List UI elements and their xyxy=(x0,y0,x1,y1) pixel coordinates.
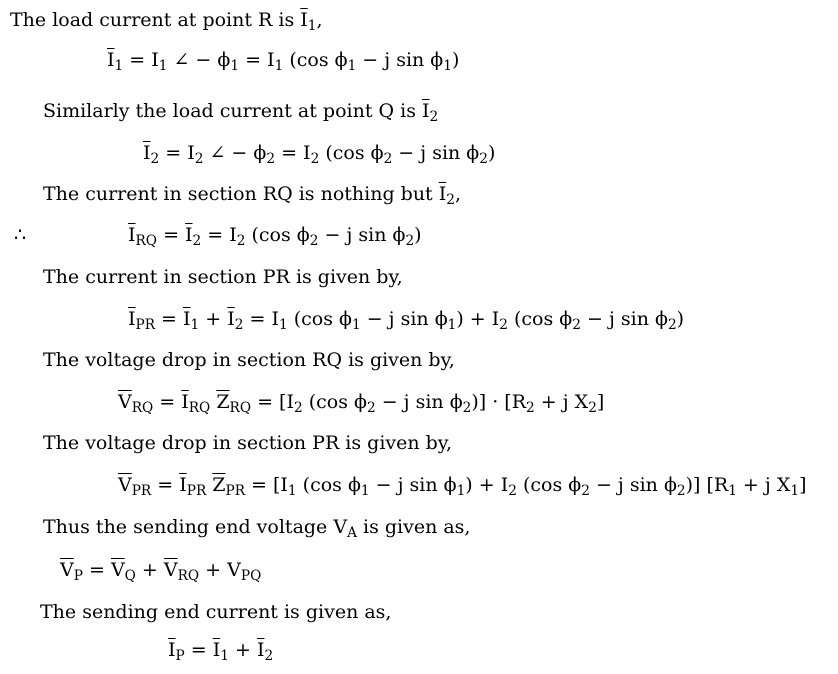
text-line: $\overline{I}_{PR} = \overline{I}_1 + \overline{I}_2 = I_1$ (cos $\phi_1 - j$ $\sin \phi_1) + I_2$ (cos $\phi_2 - j$ $\sin \phi_2$) xyxy=(128,308,685,334)
text-line: The load current at point R is $\overline{I}_1$, xyxy=(10,9,323,35)
text-line: $\overline{V}_{PR} = \overline{I}_{PR}$ $\overline{Z}_{PR} = [I_1$ (cos $\phi_1 - j$ $\sin \phi_1) + I_2$ (cos $\phi_2 - j$ $\sin \phi_2$)] [$R_1 + j$ $X_1$] xyxy=(118,474,807,500)
text-line: $\overline{V}_{RQ} = \overline{I}_{RQ}$ $\overline{Z}_{RQ} = [I_2$ (cos $\phi_2 - j$ $\sin \phi_2)] \cdot [R_2 + j$ $X_2$] xyxy=(118,391,605,417)
text-line: $\overline{I}_{RQ} = \overline{I}_2 = I_2$ (cos $\phi_2 - j$ $\sin \phi_2$) xyxy=(128,224,422,250)
text-line: Thus the sending end voltage $V_A$ is given as, xyxy=(43,516,471,542)
text-line: $\overline{I}_P = \overline{I}_1 + \overline{I}_2$ xyxy=(168,639,274,665)
text-line: $\overline{V}_P = \overline{V}_Q + \overline{V}_{RQ} + V_{PQ}$ xyxy=(60,559,262,585)
text-line: The voltage drop in section PR is given by, xyxy=(43,432,453,454)
text-line: Similarly the load current at point Q is $\overline{I}_2$ xyxy=(43,100,439,126)
text-line: The current in section PR is given by, xyxy=(43,266,403,288)
text-line: $\overline{I}_2 = I_2$ ∠ − $\phi_2 = I_2$ (cos $\phi_2 - j$ $\sin \phi_2$) xyxy=(143,142,496,168)
text-line: The voltage drop in section RQ is given by, xyxy=(43,349,455,371)
text-line: The current in section RQ is nothing but $\overline{I}_2$, xyxy=(43,183,461,209)
text-line: The sending end current is given as, xyxy=(40,601,392,623)
text-line: ∴ xyxy=(14,224,27,246)
text-line: $\overline{I}_1 = I_1$ ∠ − $\phi_1 = I_1$ (cos $\phi_1 - j$ $\sin \phi_1$) xyxy=(107,49,460,75)
